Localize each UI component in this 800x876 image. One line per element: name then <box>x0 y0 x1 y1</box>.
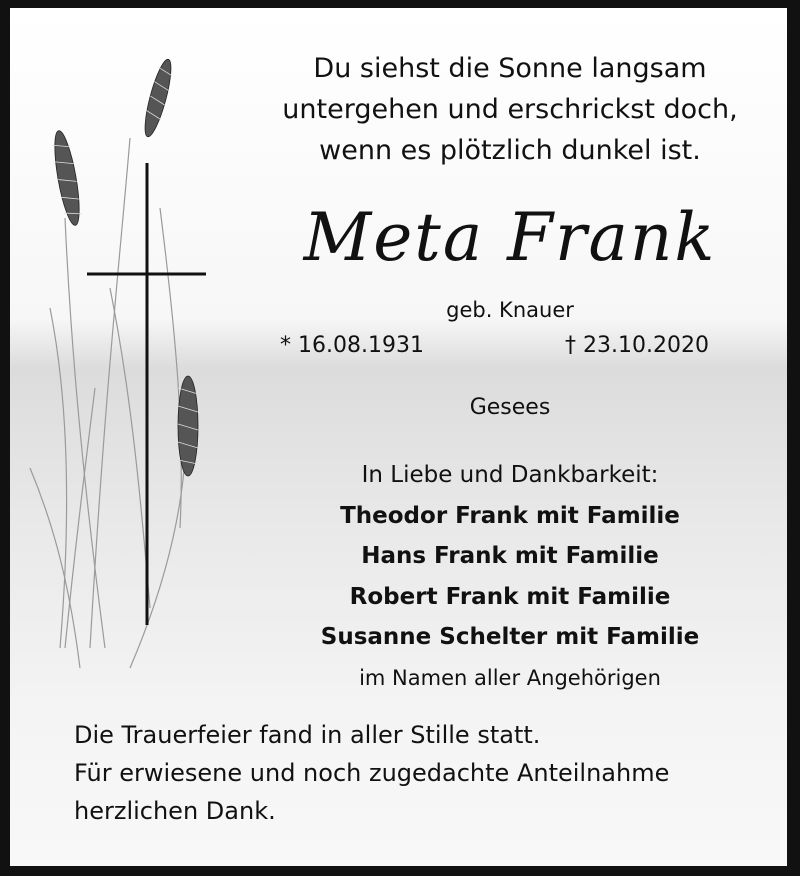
poem-line: wenn es plötzlich dunkel ist. <box>319 135 701 166</box>
obituary-notice <box>10 8 787 866</box>
deceased-name: Meta Frank <box>303 199 717 276</box>
family-line: Hans Frank mit Familie <box>361 543 659 569</box>
family-line: Robert Frank mit Familie <box>349 583 671 610</box>
poem-line: Du siehst die Sonne langsam <box>313 53 707 84</box>
family-line: Theodor Frank mit Familie <box>340 502 680 529</box>
family-line: Susanne Schelter mit Familie <box>320 624 700 650</box>
place: Gesees <box>469 395 551 420</box>
poem-line: untergehen und erschrickst doch, <box>282 94 738 125</box>
wheat-and-cross-decoration <box>10 8 250 708</box>
mourners-closing: im Namen aller Angehörigen <box>359 665 661 690</box>
footer-line: herzlichen Dank. <box>74 797 276 825</box>
mourners <box>250 455 770 698</box>
mourners-intro: In Liebe und Dankbarkeit: <box>361 462 659 488</box>
born-name: geb. Knauer <box>446 298 574 322</box>
poem <box>250 48 770 171</box>
death-date: † 23.10.2020 <box>565 333 709 358</box>
footer-line: Die Trauerfeier fand in aller Stille statt. <box>74 721 541 749</box>
footer-line: Für erwiesene und noch zugedachte Anteilnahme <box>74 759 670 787</box>
footer-text <box>74 716 669 830</box>
wheat-ears-icon <box>30 138 185 668</box>
birth-date: * 16.08.1931 <box>280 333 424 358</box>
